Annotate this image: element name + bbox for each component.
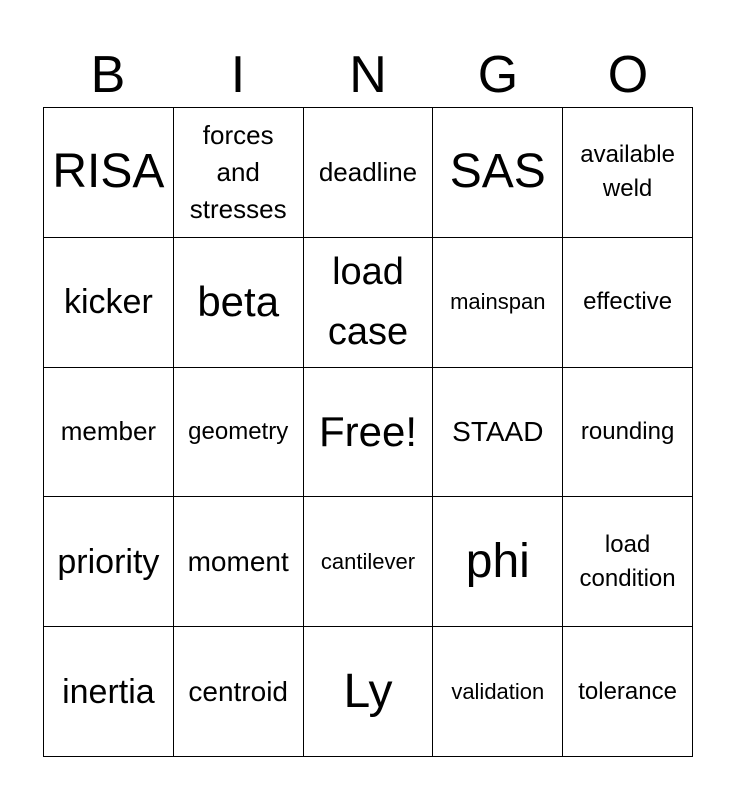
cell-text: Ly <box>343 664 393 718</box>
bingo-cell[interactable] <box>304 497 434 627</box>
bingo-cell[interactable] <box>44 627 174 757</box>
bingo-cell[interactable] <box>433 627 563 757</box>
bingo-cell[interactable] <box>563 108 693 238</box>
cell-text: kicker <box>64 283 153 322</box>
bingo-cell[interactable] <box>304 368 434 498</box>
cell-text: moment <box>187 545 289 577</box>
header-letter-i: I <box>230 46 246 104</box>
bingo-header <box>43 44 693 106</box>
cell-text: available weld <box>580 141 675 203</box>
bingo-cell[interactable] <box>304 238 434 368</box>
cell-text: effective <box>583 288 673 316</box>
cell-text: load condition <box>579 530 676 592</box>
bingo-cell[interactable] <box>304 108 434 238</box>
bingo-cell[interactable] <box>433 497 563 627</box>
cell-text: forces and stresses <box>189 119 287 224</box>
cell-text: tolerance <box>578 677 677 705</box>
bingo-cell[interactable] <box>433 238 563 368</box>
bingo-cell[interactable] <box>174 497 304 627</box>
cell-text: phi <box>465 534 530 588</box>
bingo-cell[interactable] <box>44 238 174 368</box>
cell-text: SAS <box>449 145 546 199</box>
cell-text: beta <box>197 278 280 326</box>
cell-text: inertia <box>62 672 155 711</box>
bingo-cell[interactable] <box>304 627 434 757</box>
bingo-board <box>43 107 693 757</box>
header-letter-o: O <box>607 46 649 104</box>
header-letter-b: B <box>90 46 126 104</box>
bingo-cell[interactable] <box>44 368 174 498</box>
cell-text: load case <box>327 251 409 354</box>
header-letter-n: N <box>349 46 387 104</box>
cell-text: geometry <box>188 417 289 445</box>
bingo-cell[interactable] <box>174 108 304 238</box>
bingo-cell[interactable] <box>44 497 174 627</box>
bingo-cell[interactable] <box>563 368 693 498</box>
cell-text: centroid <box>188 675 288 707</box>
bingo-cell[interactable] <box>174 368 304 498</box>
cell-text: STAAD <box>452 415 544 447</box>
cell-text: validation <box>451 678 545 704</box>
cell-text: rounding <box>580 417 675 445</box>
cell-text: RISA <box>52 145 165 199</box>
cell-text: cantilever <box>320 548 416 574</box>
bingo-cell[interactable] <box>44 108 174 238</box>
bingo-cell[interactable] <box>433 368 563 498</box>
bingo-cell[interactable] <box>174 627 304 757</box>
cell-text: member <box>60 416 157 447</box>
cell-text: Free! <box>318 407 417 455</box>
cell-text: deadline <box>318 156 418 187</box>
header-letter-g: G <box>477 46 519 104</box>
bingo-cell[interactable] <box>563 238 693 368</box>
cell-text: mainspan <box>450 289 546 315</box>
bingo-cell[interactable] <box>563 627 693 757</box>
bingo-cell[interactable] <box>433 108 563 238</box>
cell-text: priority <box>57 542 160 581</box>
bingo-cell[interactable] <box>174 238 304 368</box>
bingo-cell[interactable] <box>563 497 693 627</box>
